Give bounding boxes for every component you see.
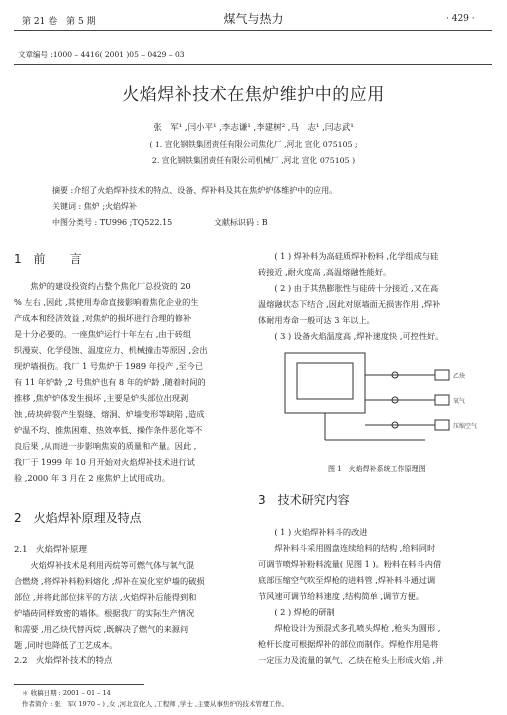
section-heading-1: 1 前 言 (14, 252, 82, 266)
intro-paragraph: 焦炉的建设投资约占整个焦化厂总投资的 20 % 左右 ,因此 ,其使用寿命直接影响着焦化企业的生 产成本和经济效益 ,对焦炉的损坏进行合理的修补 是十分必要的。一座焦炉运行十年左右 ,由于砖组 织漫炭、化学侵蚀、温度应力、机械撞击等原因 ,会出 现炉墙损伤。我厂 1 号焦炉于 1989 年投产 ,至今已 有 11 年炉龄 ,2 号焦炉也有 8 年的炉龄 ,随着时间的 推移 ,焦炉炉体发生损坏 ,主要是炉头部位出现剥 蚀 ,砖块碎裂产生裂缝、熔洞、炉墙变形等缺陷 ,造成 炉温不均、推焦困难、热效率低、操作条件恶化等不 良后果 ,从而进一步影响焦炭的质量和产量。因此 , 我厂于 1999 年 10 月开始对火焰焊补技术进行试 验 ,2000 年 3 月在 2 座焦炉上试用成功。 (14, 281, 208, 483)
research-paragraph: ( 1 ) 火焰焊补料斗的改进 焊补料斗采用圆盘连续给料的结构 ,给料同时 可调节喷焊补粉料流量( 见图 1 )。粉料在料斗内借 底部压缩空气吹至焊枪的进料管 ,焊补料斗通过调 节风速可调节给料速度 ,结构简单 ,调节方便。 ( 2 ) 焊枪的研制 焊枪设计为预混式多孔喷头焊枪 ,枪头为圆形 , 枪杆长度可根据焊补的部位而制作。焊枪作用是将 一定压力及流量的氧气、乙炔在枪头上形成火焰 ,并 (258, 527, 444, 665)
label-oxygen: 氧气 (453, 398, 466, 405)
feeder-inner (297, 363, 353, 399)
header-rule (14, 30, 492, 31)
authors: 张 军¹ ,闫小平¹ ,李志谦¹ ,李建树² ,马 志¹ ,闫志武¹ (153, 123, 354, 133)
acetylene-tank (435, 370, 449, 380)
footnote-rule (14, 684, 144, 685)
affiliation-1: ( 1. 宣化钢铁集团责任有限公司焦化厂 ,河北 宣化 075105 ; (149, 140, 358, 149)
subsection-2-1: 2.1 火焰焊补原理 (14, 545, 88, 555)
label-compressed-air: 压缩空气 (453, 423, 478, 430)
system-diagram (275, 345, 490, 465)
label-acetylene: 乙炔 (453, 373, 466, 380)
affiliation-2: 2. 宣化钢铁集团责任有限公司机械厂 ,河北 宣化 075105 ) (151, 156, 356, 165)
author-bio: 作者简介 : 张 军( 1970 – ) ,女 ,河北宣化人 ,工程师 ,学士 ,主要从事焦炉的技术管理工作。 (22, 700, 289, 708)
keywords: 关键词 : 焦炉 ;火焰焊补 (52, 202, 138, 211)
volume-issue: 第 21 卷 第 5 期 (22, 17, 96, 27)
document-code: 文献标识码 : B (214, 218, 268, 227)
article-number: 文章编号 :1000 – 4416( 2001 )05 – 0429 – 03 (18, 50, 185, 59)
journal-name: 煤气与热力 (223, 12, 284, 26)
features-paragraph: ( 1 ) 焊补料为高硅质焊补粉料 ,化学组成与硅 砖接近 ,耐火度高 ,高温熔融性能好。 ( 2 ) 由于其热膨胀性与硅砖十分接近 ,又在高 温熔融状态下结合 ,因此对原墙面无损害作用 ,焊补 体耐用寿命一般可达 3 年以上。 ( 3 ) 设备火焰温度高 ,焊补速度快 ,可控性好。 (258, 251, 444, 341)
figure-caption: 图 1 火焰焊补系统工作原理图 (328, 465, 426, 473)
air-tank (435, 420, 449, 430)
oxygen-tank (435, 395, 449, 405)
subsection-2-2: 2.2 火焰焊补技术的特点 (14, 656, 113, 666)
section-heading-3: 3 技术研究内容 (258, 493, 350, 507)
article-number-rule (14, 64, 492, 65)
received-date: ＊ 收稿日期 : 2001 – 01 – 14 (22, 689, 111, 697)
page-number: · 429 · (446, 14, 475, 24)
paper-title: 火焰焊补技术在焦炉维护中的应用 (122, 85, 385, 105)
section-heading-2: 2 火焰焊补原理及特点 (14, 511, 142, 525)
clc-number: 中图分类号 : TU996 ;TQ522.15 (52, 218, 173, 227)
principle-paragraph: 火焰焊补技术是利用丙烷等可燃气体与氧气混 合燃烧 ,将焊补料粉料熔化 ,焊补在炭化室炉墙的破损 部位 ,并将此部位抹平的方法 ,火焰焊补后能得到和 炉墙砖同样致密的墙体。根据我厂的实际生产情况 和需要 ,用乙炔代替丙烷 ,既解决了燃气的来源问 题 ,同时也降低了工艺成本。 (14, 560, 205, 650)
abstract: 摘要 :介绍了火焰焊补技术的特点、设备、焊补料及其在焦炉炉体维护中的应用。 (52, 186, 338, 195)
